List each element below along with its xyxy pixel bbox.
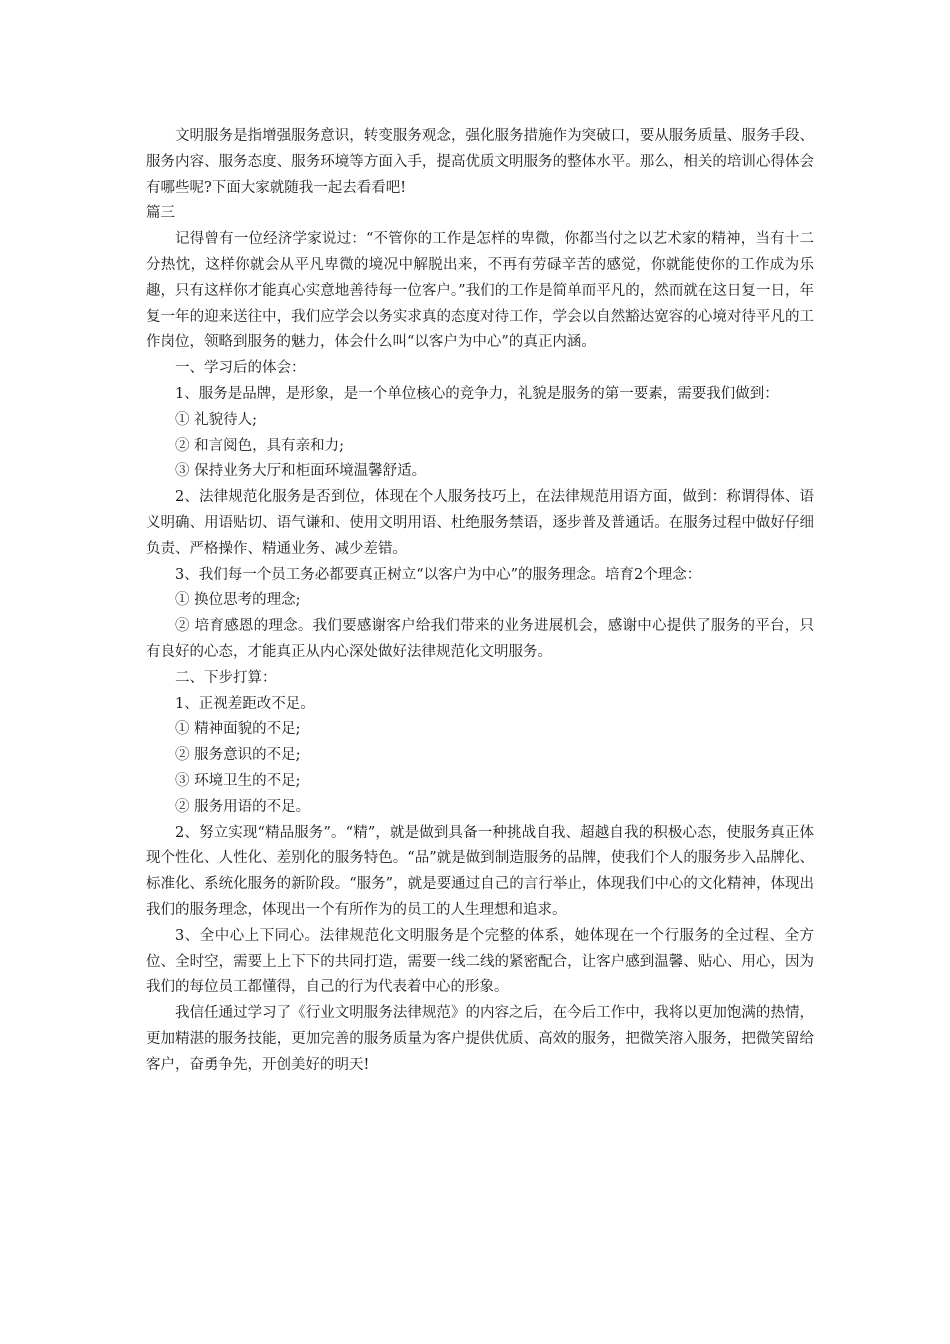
- intro-paragraph: 文明服务是指增强服务意识，转变服务观念，强化服务措施作为突破口，要从服务质量、服务手段、服务内容、服务态度、服务环境等方面入手，提高优质文明服务的整体水平。那么，相关的培训心得体会有哪些呢?下面大家就随我一起去看看吧!: [146, 128, 814, 196]
- heading-next-steps: 二、下步打算：: [175, 669, 277, 686]
- list-item: ① 精神面貌的不足;: [175, 721, 301, 738]
- list-item: ③ 保持业务大厅和柜面环境温馨舒适。: [175, 463, 427, 480]
- body-paragraph: 1、服务是品牌，是形象，是一个单位核心的竞争力，礼貌是服务的第一要素，需要我们做到：: [175, 385, 779, 402]
- list-item: ① 换位思考的理念;: [175, 592, 301, 609]
- list-item: ② 服务意识的不足;: [175, 747, 301, 764]
- body-paragraph: 2、努立实现“精品服务”。“精”，就是做到具备一种挑战自我、超越自我的积极心态，使服务真正体现个性化、人性化、差别化的服务特色。“品”就是做到制造服务的品牌，使我们个人的服务步入品牌化、标准化、系统化服务的新阶段。“服务”，就是要通过自己的言行举止，体现我们中心的文化精神，体现出我们的服务理念，体现出一个有所作为的员工的人生理想和追求。: [146, 824, 814, 918]
- section-title: 篇三: [146, 205, 175, 222]
- document-body: [146, 124, 814, 1078]
- body-paragraph: 3、全中心上下同心。法律规范化文明服务是个完整的体系，她体现在一个行服务的全过程、全方位、全时空，需要上上下下的共同打造，需要一线二线的紧密配合，让客户感到温馨、贴心、用心，因为我们的每位员工都懂得，自己的行为代表着中心的形象。: [146, 927, 814, 996]
- closing-paragraph: 我信任通过学习了《行业文明服务法律规范》的内容之后，在今后工作中，我将以更加饱满的热情，更加精湛的服务技能，更加完善的服务质量为客户提供优质、高效的服务，把微笑溶入服务，把微笑留给客户，奋勇争先，开创美好的明天!: [146, 1005, 814, 1073]
- list-item: ② 和言阅色，具有亲和力;: [175, 437, 344, 454]
- body-paragraph: 1、正视差距改不足。: [175, 695, 315, 712]
- body-paragraph: 3、我们每一个员工务必都要真正树立“以客户为中心”的服务理念。培育2个理念：: [175, 566, 702, 583]
- list-item: ① 礼貌待人;: [175, 411, 257, 428]
- list-item: ② 服务用语的不足。: [175, 798, 311, 815]
- body-paragraph: 记得曾有一位经济学家说过：“不管你的工作是怎样的卑微，你都当付之以艺术家的精神，当有十二分热忱，这样你就会从平凡卑微的境况中解脱出来，不再有劳碌辛苦的感觉，你就能使你的工作成为乐趣，只有这样你才能真心实意地善待每一位客户。”我们的工作是简单而平凡的，然而就在这日复一日，年复一年的迎来送往中，我们应学会以务实求真的态度对待工作，学会以自然豁达宽容的心境对待平凡的工作岗位，领略到服务的魅力，体会什么叫“以客户为中心”的真正内涵。: [146, 231, 814, 351]
- list-item: ③ 环境卫生的不足;: [175, 772, 301, 789]
- body-paragraph: 2、法律规范化服务是否到位，体现在个人服务技巧上，在法律规范用语方面，做到：称谓得体、语义明确、用语贴切、语气谦和、使用文明用语、杜绝服务禁语，逐步普及普通话。在服务过程中做好仔细负责、严格操作、精通业务、减少差错。: [146, 489, 814, 557]
- heading-reflections: 一、学习后的体会：: [175, 360, 306, 377]
- list-item: ② 培育感恩的理念。我们要感谢客户给我们带来的业务进展机会，感谢中心提供了服务的平台，只有良好的心态，才能真正从内心深处做好法律规范化文明服务。: [146, 618, 814, 660]
